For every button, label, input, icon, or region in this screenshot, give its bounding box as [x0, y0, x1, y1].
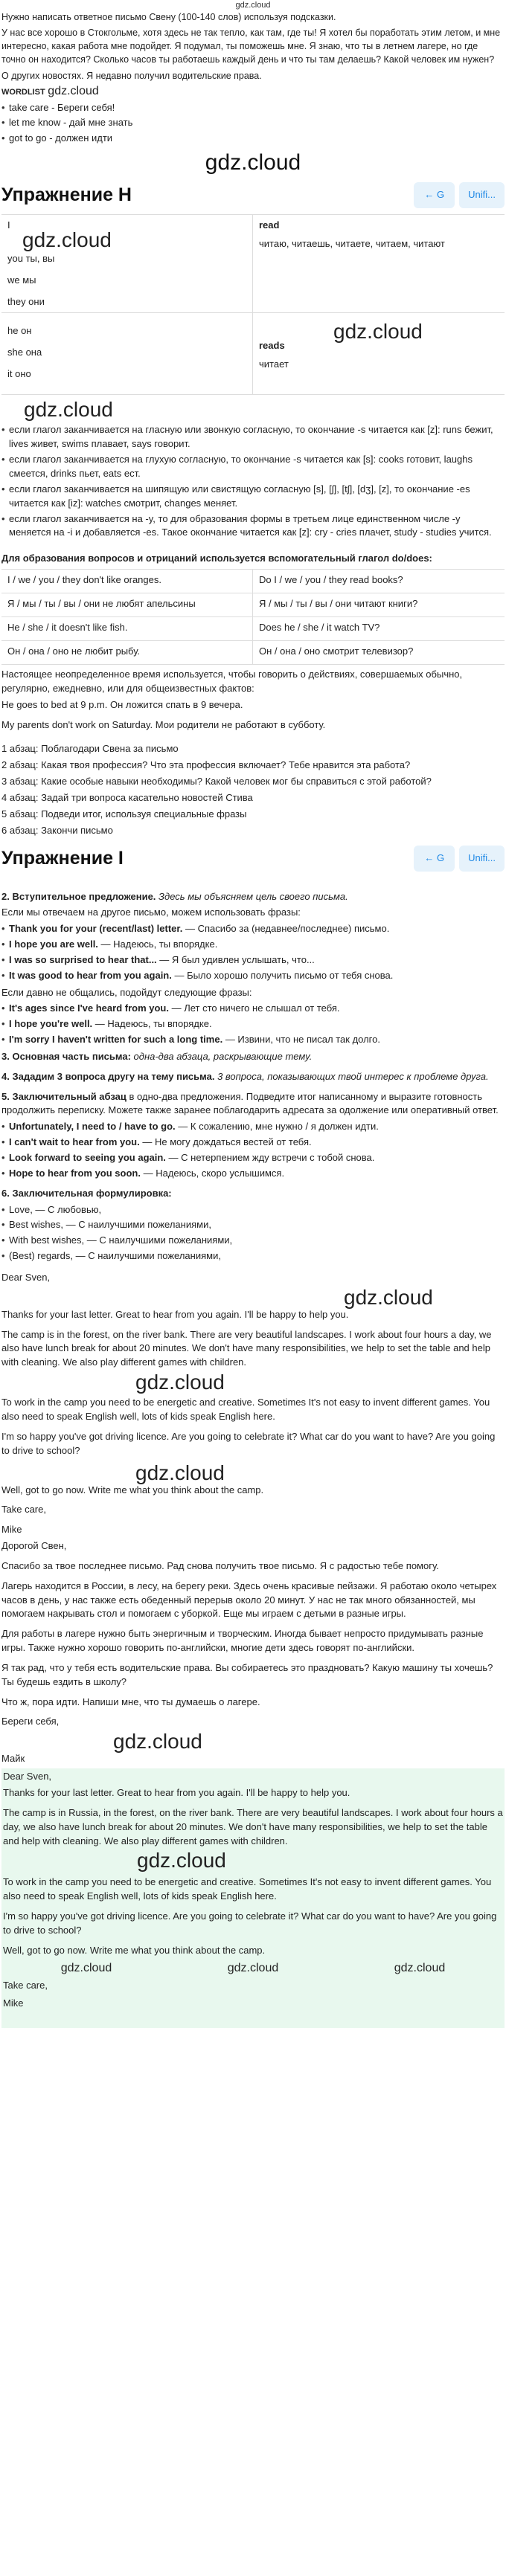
- example: He goes to bed at 9 p.m. Он ложится спать в 9 вечера.: [1, 698, 243, 710]
- letter-signature: Mike: [3, 1997, 24, 2009]
- section-intro: Если давно не общались, подойдут следующие фразы:: [1, 986, 252, 998]
- letter-greeting: Dear Sven,: [3, 1771, 52, 1783]
- pronoun: we мы: [7, 274, 36, 286]
- list-item: • Best wishes, — С наилучшими пожеланиями,: [1, 1218, 505, 1232]
- exercise-title: Упражнение I: [1, 848, 124, 869]
- watermark: gdz.cloud: [48, 84, 99, 97]
- exercise-i-header: [1, 843, 505, 875]
- wordlist-row: [1, 85, 505, 99]
- table-cell: Does he / she / it watch TV?: [253, 617, 505, 641]
- exercise-title: Упражнение H: [1, 184, 132, 205]
- list-item: • let me know - дай мне знать: [1, 116, 505, 130]
- table-cell: Он / она / оно не любит рыбу.: [1, 641, 253, 665]
- phrase-list: [1, 1002, 505, 1047]
- exercise-nav: [414, 846, 505, 872]
- table-cell: Он / она / оно смотрит телевизор?: [253, 641, 505, 665]
- list-item: • take care - Береги себя!: [1, 101, 505, 115]
- next-exercise-button[interactable]: Unifi...: [459, 846, 505, 872]
- wordlist: [1, 101, 505, 146]
- letter-paragraph: Я так рад, что у тебя есть водительские права. Вы собираетесь это праздновать? Какую машину ты хочешь? Ты будешь ездить в школу?: [1, 1661, 493, 1687]
- section-title: 6. Заключительная формулировка:: [1, 1187, 172, 1199]
- list-item: • Hope to hear from you soon. — Надеюсь, скоро услышимся.: [1, 1167, 505, 1181]
- letter-paragraph: Well, got to go now. Write me what you think about the camp.: [1, 1484, 264, 1495]
- pronoun: she она: [7, 347, 42, 358]
- verb-translation: читает: [259, 358, 289, 370]
- watermark: gdz.cloud: [333, 320, 423, 344]
- pronoun: I: [7, 219, 10, 231]
- list-item: • если глагол заканчивается на шипящую или свистящую согласную [s], [ʃ], [tʃ], [dʒ], [z], то окончание -es читается как [iz]: watches смотрит, changes меняет.: [1, 483, 505, 511]
- list-item: • если глагол заканчивается на глухую согласную, то окончание -s читается как [s]: cooks готовит, laughs смеется, drinks пьет, eats ест.: [1, 453, 505, 481]
- pronouns-bottom: [1, 313, 253, 395]
- watermark-row: [3, 1962, 503, 1974]
- list-item: • (Best) regards, — С наилучшими пожеланиями,: [1, 1249, 505, 1263]
- pronouns-top: [1, 215, 253, 313]
- watermark: gdz.cloud: [135, 1461, 225, 1484]
- letter-en: [1, 1271, 505, 1537]
- other-news: О других новостях. Я недавно получил водительские права.: [1, 70, 262, 81]
- letter-paragraph: I'm so happy you've got driving licence. Are you going to celebrate it? What car do you want to have? Are you going to drive to school?: [3, 1910, 497, 1936]
- letter-closing: Take care,: [1, 1504, 46, 1516]
- letter-paragraph: Лагерь находится в России, в лесу, на берегу реки. Здесь очень красивые пейзажи. Я работаю около четырех часов в день, у нас также есть обеденный перерыв около 20 минут. У нас не так много обязанностей, мы помогаем накрывать стол и помогаем с уборкой. Еще мы играем с детьми в разные игры.: [1, 1580, 497, 1620]
- wordlist-label: WORDLIST: [1, 87, 45, 97]
- phrase-list: [1, 1120, 505, 1180]
- table-cell: Я / мы / ты / вы / они читают книги?: [253, 593, 505, 617]
- rules-list: [1, 423, 505, 540]
- list-item: • если глагол заканчивается на -y, то для образования формы в третьем лице единственном числе -y меняется на -i и добавляется -es. Такое окончание читается как [z]: cry - cries плачет, study - studies учится.: [1, 512, 505, 541]
- conjugation-table: [1, 214, 505, 395]
- letter-ru: [1, 1539, 505, 1766]
- pronoun: you ты, вы: [7, 252, 55, 264]
- aux-table: [1, 569, 505, 665]
- watermark: gdz.cloud: [205, 150, 301, 176]
- list-item: • если глагол заканчивается на гласную или звонкую согласную, то окончание -s читается как [z]: runs бежит, lives живет, swims плавает, says говорит.: [1, 423, 505, 451]
- table-cell: Я / мы / ты / вы / они не любят апельсины: [1, 593, 253, 617]
- list-item: • got to go - должен идти: [1, 132, 505, 146]
- exercise-h-header: [1, 178, 505, 211]
- top-watermark: gdz.cloud: [235, 1, 271, 10]
- letter-paragraph: To work in the camp you need to be energetic and creative. Sometimes It's not easy to invent different games. You also need to speak English well, lots of kids speak English here.: [3, 1876, 492, 1902]
- verb-form: read: [259, 219, 280, 231]
- exercise-nav: [414, 182, 505, 208]
- watermark: gdz.cloud: [60, 1961, 112, 1974]
- letter-paragraph: The camp is in Russia, in the forest, on the river bank. There are very beautiful landscapes. I work about four hours a day, we also have lunch break for about 20 minutes. We don't have many responsibilities, we help to set the table and help with cleaning. We also play different games with children.: [3, 1806, 503, 1846]
- letter-closing: Take care,: [3, 1979, 48, 1991]
- watermark: gdz.cloud: [344, 1285, 433, 1309]
- table-cell: I / we / you / they don't like oranges.: [1, 570, 253, 593]
- verb-reads: [253, 313, 505, 395]
- present-simple-note: Настоящее неопределенное время используется, чтобы говорить о действиях, совершаемых обычно, регулярно, ежедневно, или для общеизвестных фактов:: [1, 669, 463, 694]
- letter-signature: Майк: [1, 1753, 25, 1765]
- verb-translation: читаю, читаешь, читаете, читаем, читают: [259, 237, 445, 249]
- section-note: 3 вопроса, показывающих твой интерес к проблеме друга.: [217, 1070, 489, 1082]
- watermark: gdz.cloud: [137, 1849, 226, 1873]
- section-note: Здесь мы объясняем цель своего письма.: [158, 890, 348, 902]
- letter-closing: Береги себя,: [1, 1716, 60, 1727]
- sven-letter-translation: У нас все хорошо в Стокгольме, хотя здесь не так тепло, как там, где ты! Я хотел бы поработать этим летом, и мне интересно, какая работа мне подойдет. Я подумал, ты поможешь мне. Я знаю, что ты в летнем лагере, но где точно он находится? Сколько часов ты работаешь каждый день и что ты там делаешь? Какой человек им нужен?: [1, 28, 501, 65]
- task-intro: Нужно написать ответное письмо Свену (100-140 слов) используя подсказки.: [1, 12, 336, 22]
- letter-signature: Mike: [1, 1524, 22, 1536]
- section-title: 3. Основная часть письма:: [1, 1050, 131, 1062]
- next-exercise-button[interactable]: Unifi...: [459, 182, 505, 208]
- watermark: gdz.cloud: [135, 1371, 225, 1394]
- section-intro: Если мы отвечаем на другое письмо, можем использовать фразы:: [1, 907, 301, 918]
- list-item: • I hope you are well. — Надеюсь, ты впорядке.: [1, 938, 505, 952]
- example: My parents don't work on Saturday. Мои родители не работают в субботу.: [1, 718, 326, 730]
- prev-exercise-button[interactable]: ← G: [414, 182, 455, 208]
- list-item: • I'm sorry I haven't written for such a long time. — Извини, что не писал так долго.: [1, 1033, 505, 1047]
- phrase-list: [1, 1203, 505, 1263]
- watermark: gdz.cloud: [394, 1961, 446, 1974]
- plan-item: 2 абзац: Какая твоя профессия? Что эта профессия включает? Тебе нравится эта работа?: [1, 759, 411, 771]
- watermark: gdz.cloud: [22, 228, 112, 251]
- letter-paragraph: I'm so happy you've got driving licence. Are you going to celebrate it? What car do you want to have? Are you going to drive to school?: [1, 1430, 496, 1456]
- list-item: • I hope you're well. — Надеюсь, ты впорядке.: [1, 1017, 505, 1031]
- letter-paragraph: Well, got to go now. Write me what you think about the camp.: [3, 1944, 266, 1956]
- plan-item: 3 абзац: Какие особые навыки необходимы? Какой человек мог бы справиться с этой работой?: [1, 776, 432, 788]
- plan-item: 4 абзац: Задай три вопроса касательно новостей Стива: [1, 791, 253, 803]
- section-text: в одно-два предложения. Подведите итог написанному и выразите готовность продолжить переписку. Можете также заранее поблагодарить адресата за одолжение или оперативный ответ.: [1, 1090, 499, 1116]
- letter-paragraph: Что ж, пора идти. Напиши мне, что ты думаешь о лагере.: [1, 1696, 260, 1707]
- list-item: • Look forward to seeing you again. — С нетерпением жду встречи с тобой снова.: [1, 1151, 505, 1165]
- pronoun: it оно: [7, 368, 31, 380]
- list-item: • Thank you for your (recent/last) letter. — Спасибо за (недавнее/последнее) письмо.: [1, 922, 505, 936]
- list-item: • I was so surprised to hear that... — Я был удивлен услышать, что...: [1, 953, 505, 967]
- section-title: 5. Заключительный абзац: [1, 1090, 126, 1102]
- list-item: • It's ages since I've heard from you. — Лет сто ничего не слышал от тебя.: [1, 1002, 505, 1016]
- watermark: gdz.cloud: [227, 1961, 279, 1974]
- letter-paragraph: Thanks for your last letter. Great to hear from you again. I'll be happy to help you.: [3, 1787, 350, 1798]
- letter-paragraph: To work in the camp you need to be energetic and creative. Sometimes It's not easy to invent different games. You also need to speak English well, lots of kids speak English here.: [1, 1397, 490, 1422]
- plan-item: 6 абзац: Закончи письмо: [1, 824, 113, 836]
- plan-item: 5 абзац: Подведи итог, используя специальные фразы: [1, 808, 247, 820]
- section-title: 2. Вступительное предложение.: [1, 890, 156, 902]
- verb-read: [253, 215, 505, 313]
- letter-paragraph: The camp is in the forest, on the river bank. There are very beautiful landscapes. I work about four hours a day, we also have lunch break for about 20 minutes. We don't have many responsibilities, we help to set the table and help with cleaning. We also play different games with children.: [1, 1328, 492, 1368]
- table-cell: Do I / we / you / they read books?: [253, 570, 505, 593]
- watermark-row: [1, 152, 505, 174]
- plan-item: 1 абзац: Поблагодари Свена за письмо: [1, 743, 179, 755]
- list-item: • I can't wait to hear from you. — Не могу дождаться вестей от тебя.: [1, 1136, 505, 1150]
- letter-paragraph: Thanks for your last letter. Great to hear from you again. I'll be happy to help you.: [1, 1308, 349, 1320]
- pronoun: they они: [7, 295, 45, 307]
- list-item: • It was good to hear from you again. — Было хорошо получить письмо от тебя снова.: [1, 969, 505, 983]
- list-item: • With best wishes, — С наилучшими пожеланиями,: [1, 1234, 505, 1248]
- phrase-list: [1, 922, 505, 982]
- section-note: одна-два абзаца, раскрывающие тему.: [133, 1050, 313, 1062]
- watermark: gdz.cloud: [113, 1730, 202, 1754]
- aux-intro: Для образования вопросов и отрицаний используется вспомогательный глагол do/does:: [1, 553, 432, 564]
- section-title: 4. Зададим 3 вопроса другу на тему письма.: [1, 1070, 215, 1082]
- letter-paragraph: Для работы в лагере нужно быть энергичным и творческим. Иногда бывает непросто придумывать разные игры. Также нужно хорошо говорить по-английски, многие дети здесь говорят по-английски.: [1, 1628, 484, 1654]
- watermark: gdz.cloud: [24, 398, 113, 422]
- letter-paragraph: Спасибо за твое последнее письмо. Рад снова получить твое письмо. Я с радостью тебе помогу.: [1, 1559, 439, 1571]
- letter-greeting: Дорогой Свен,: [1, 1540, 67, 1552]
- prev-exercise-button[interactable]: ← G: [414, 846, 455, 872]
- letter-final: [1, 1768, 505, 2028]
- letter-greeting: Dear Sven,: [1, 1271, 51, 1283]
- pronoun: he он: [7, 325, 32, 337]
- list-item: • Love, — С любовью,: [1, 1203, 505, 1217]
- verb-form: reads: [259, 340, 285, 352]
- list-item: • Unfortunately, I need to / have to go. — К сожалению, мне нужно / я должен идти.: [1, 1120, 505, 1134]
- table-cell: He / she / it doesn't like fish.: [1, 617, 253, 641]
